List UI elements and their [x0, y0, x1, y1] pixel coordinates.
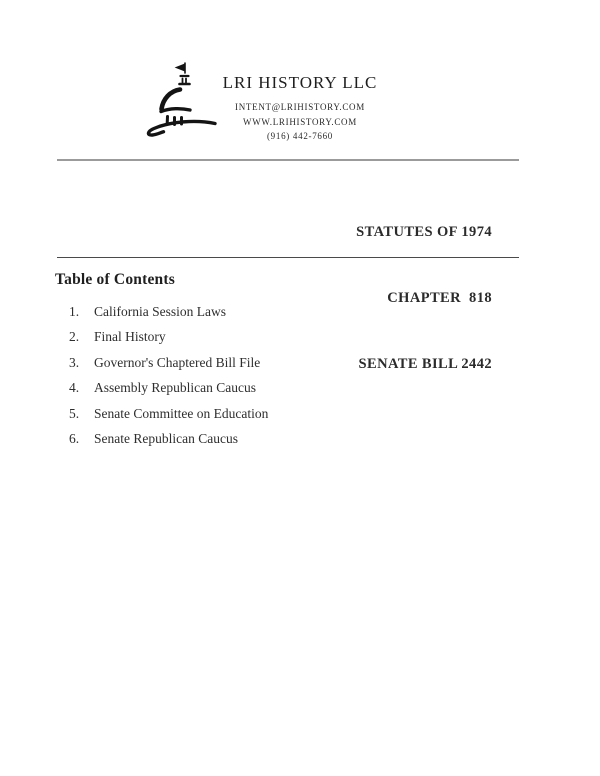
- senate-bill-line: SENATE BILL 2442: [358, 356, 492, 372]
- toc-item-label: Assembly Republican Caucus: [94, 380, 256, 396]
- company-name: LRI HISTORY LLC: [222, 73, 378, 92]
- company-phone: (916) 442-7660: [266, 131, 334, 141]
- statutes-line: STATUTES OF 1974: [356, 224, 492, 240]
- toc-item: [55, 355, 475, 380]
- company-email: INTENT@LRIHISTORY.COM: [235, 102, 365, 112]
- toc-list: [55, 304, 475, 456]
- chapter-line: CHAPTER 818: [387, 290, 492, 306]
- company-website: WWW.LRIHISTORY.COM: [243, 116, 357, 127]
- toc-item-number: 6.: [69, 430, 80, 446]
- toc-item: [55, 329, 475, 354]
- toc-item-number: 3.: [69, 354, 80, 370]
- letterhead: [0, 73, 600, 144]
- table-of-contents: [55, 271, 475, 456]
- toc-item-label: Senate Republican Caucus: [94, 430, 238, 446]
- toc-item-number: 1.: [69, 304, 80, 319]
- toc-item-label: California Session Laws: [94, 304, 226, 319]
- toc-item-label: Senate Committee on Education: [94, 405, 269, 421]
- toc-title: Table of Contents: [55, 271, 175, 288]
- toc-item-number: 4.: [69, 380, 80, 396]
- toc-item: [55, 431, 475, 456]
- horizontal-rule-top: [57, 159, 519, 161]
- horizontal-rule-bottom: [57, 257, 519, 258]
- toc-item: [55, 380, 475, 405]
- toc-item-number: 2.: [69, 329, 80, 345]
- toc-item-label: Final History: [94, 329, 166, 345]
- toc-item-number: 5.: [69, 405, 80, 421]
- toc-item-label: Governor's Chaptered Bill File: [94, 354, 261, 370]
- toc-item: [55, 406, 475, 431]
- toc-item: [55, 304, 475, 329]
